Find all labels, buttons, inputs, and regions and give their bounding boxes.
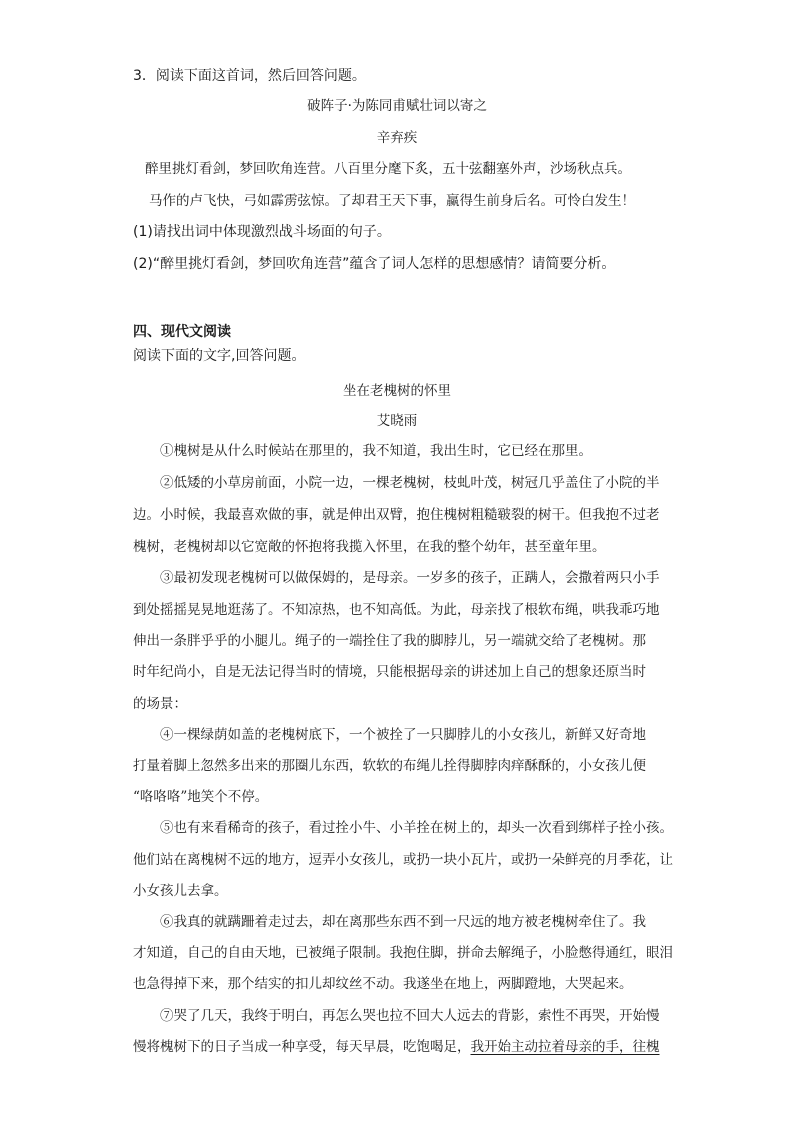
poem-line-1: 醉里挑灯看剑，梦回吹角连营。八百里分麾下炙，五十弦翻塞外声，沙场秋点兵。 — [145, 161, 631, 177]
essay-line-text: 慢将槐树下的日子当成一种享受，每天早晨，吃饱喝足， — [133, 1039, 471, 1055]
essay-line — [133, 1037, 660, 1057]
essay-line: ④一棵绿荫如盖的老槐树底下，一个被拴了一只脚脖儿的小女孩儿，新鲜又好奇地 — [160, 727, 646, 743]
essay-line: 时年纪尚小，自是无法记得当时的情境，只能根据母亲的讲述加上自己的想象还原当时 — [133, 664, 646, 680]
poem-title: 破阵子·为陈同甫赋壮词以寄之 — [307, 98, 487, 114]
essay-line: 才知道，自己的自由天地，已被绳子限制。我抱住脚，拼命去解绳子，小脸憋得通红，眼泪 — [133, 945, 673, 961]
essay-line: “咯咯咯”地笑个不停。 — [133, 789, 269, 805]
section4-heading: 四、现代文阅读 — [133, 324, 231, 340]
essay-line: 也急得掉下来，那个结实的扣儿却纹丝不动。我遂坐在地上，两脚蹬地，大哭起来。 — [133, 976, 633, 992]
essay-line: ⑥我真的就蹒跚着走过去，却在离那些东西不到一尺远的地方被老槐树牵住了。我 — [160, 914, 646, 930]
essay-line: ③最初发现老槐树可以做保姆的，是母亲。一岁多的孩子，正蹒人，会撒着两只小手 — [160, 570, 660, 586]
essay-line: 槐树，老槐树却以它宽敞的怀抱将我揽入怀里，在我的整个幼年，甚至童年里。 — [133, 539, 606, 555]
poem-line-2: 马作的卢飞快，弓如霹雳弦惊。了却君王天下事，赢得生前身后名。可怜白发生！ — [149, 193, 635, 209]
essay-line: 到处摇摇晃晃地逛荡了。不知凉热，也不知高低。为此，母亲找了根软布绳，哄我乖巧地 — [133, 602, 660, 618]
essay-title: 坐在老槐树的怀里 — [343, 383, 451, 399]
essay-line: ⑤也有来看稀奇的孩子，看过拴小牛、小羊拴在树上的，却头一次看到绑样子拴小孩。 — [160, 820, 673, 836]
poem-author: 辛弃疾 — [376, 130, 418, 146]
section4-instruction: 阅读下面的文字,回答问题。 — [133, 348, 306, 364]
essay-line: 他们站在离槐树不远的地方，逗弄小女孩儿，或扔一块小瓦片，或扔一朵鲜亮的月季花，让 — [133, 852, 673, 868]
essay-line: ②低矮的小草房前面，小院一边，一棵老槐树，枝虬叶茂，树冠几乎盖住了小院的半 — [160, 475, 660, 491]
question3-sub1: (1)请找出词中体现激烈战斗场面的句子。 — [133, 224, 391, 240]
underlined-sentence: 我开始主动拉着母亲的手，往槐 — [470, 1039, 660, 1055]
question3-prompt: 3．阅读下面这首词，然后回答问题。 — [133, 68, 366, 84]
essay-line: 边。小时候，我最喜欢做的事，就是伸出双臂，抱住槐树粗糙皲裂的树干。但我抱不过老 — [133, 507, 660, 523]
essay-author: 艾晓雨 — [376, 413, 418, 429]
essay-line: 小女孩儿去拿。 — [133, 883, 228, 899]
essay-line: ①槐树是从什么时候站在那里的，我不知道，我出生时，它已经在那里。 — [160, 443, 592, 459]
essay-line: ⑦哭了几天，我终于明白，再怎么哭也拉不回大人远去的背影，索性不再哭，开始慢 — [160, 1008, 660, 1024]
essay-line: 伸出一条胖乎乎的小腿儿。绳子的一端拴住了我的脚脖儿，另一端就交给了老槐树。那 — [133, 633, 646, 649]
question3-sub2: (2)“醉里挑灯看剑，梦回吹角连营”蕴含了词人怎样的思想感情？请简要分析。 — [133, 256, 616, 272]
essay-line: 的场景： — [133, 696, 187, 712]
essay-line: 打量着脚上忽然多出来的那圈儿东西，软软的布绳儿拴得脚脖肉痒酥酥的，小女孩儿便 — [133, 758, 646, 774]
